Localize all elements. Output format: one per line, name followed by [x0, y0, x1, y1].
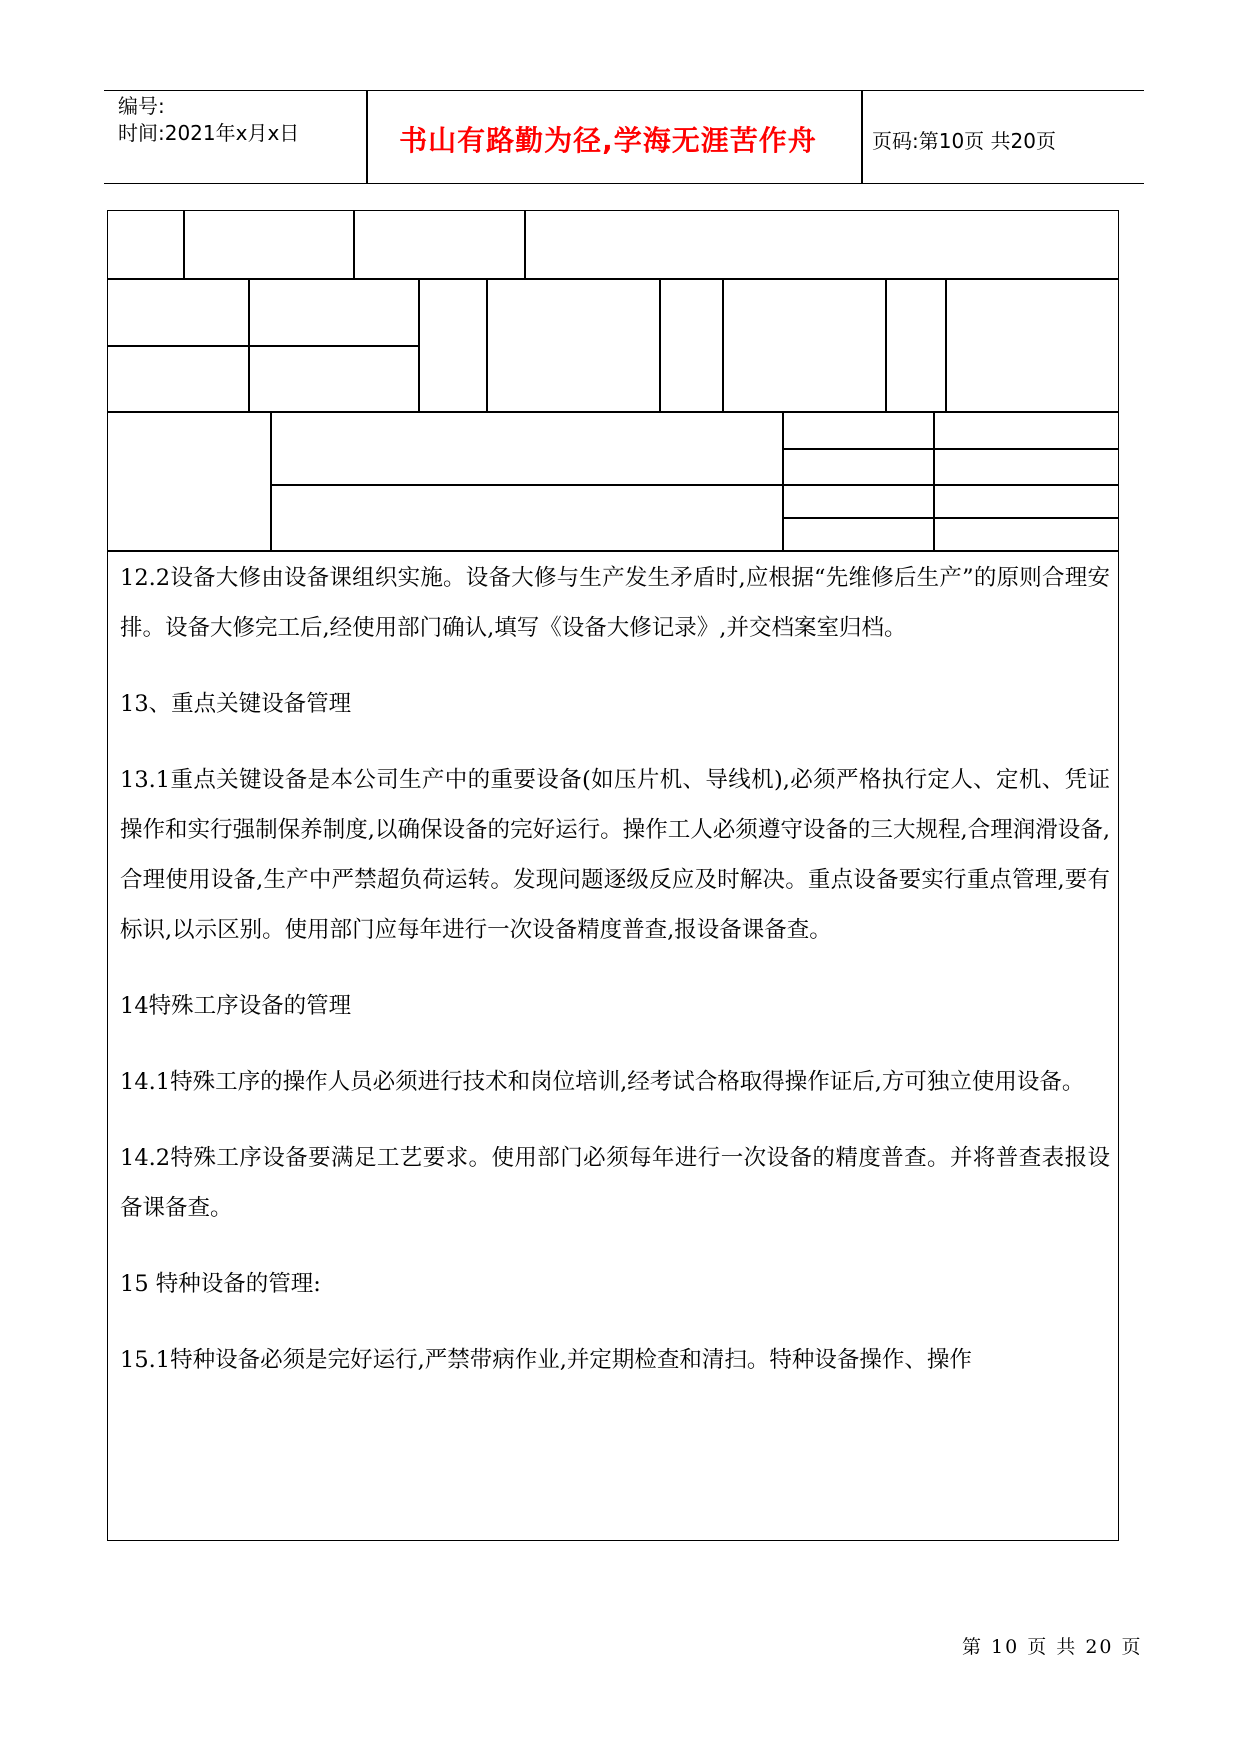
- table-rule: [270, 484, 1118, 486]
- header-motto: 书山有路勤为径,学海无涯苦作舟: [399, 124, 817, 157]
- table-rule: [108, 550, 1118, 552]
- section-heading: 13、重点关键设备管理: [120, 691, 352, 717]
- table-rule: [353, 211, 355, 279]
- paragraph: 12.2设备大修由设备课组织实施。设备大修与生产发生矛盾时,应根据“先维修后生产”的原则合理安排。设备大修完工后,经使用部门确认,填写《设备大修记录》,并交档案室归档。: [120, 565, 1110, 641]
- table-rule: [183, 211, 185, 279]
- table-rule: [945, 278, 947, 412]
- table-rule: [722, 278, 724, 412]
- table-rule: [885, 278, 887, 412]
- page-footer: 第 10 页 共 20 页: [962, 1636, 1143, 1658]
- header-page-info: 页码:第10页 共20页: [872, 129, 1056, 153]
- table-rule: [659, 278, 661, 412]
- time-label: 时间:2021年x月x日: [118, 121, 300, 145]
- paragraph: 13.1重点关键设备是本公司生产中的重要设备(如压片机、导线机),必须严格执行定人、定机、凭证操作和实行强制保养制度,以确保设备的完好运行。操作工人必须遵守设备的三大规程,合理润滑设备,合理使用设备,生产中严禁超负荷运转。发现问题逐级反应及时解决。重点设备要实行重点管理,要有标识,以示区别。使用部门应每年进行一次设备精度普查,报设备课备查。: [120, 767, 1110, 943]
- section-heading: 15 特种设备的管理:: [120, 1271, 321, 1297]
- table-rule: [108, 411, 1118, 413]
- doc-number-label: 编号:: [118, 94, 165, 118]
- body-content: [120, 553, 1110, 1411]
- page-header: [104, 90, 1144, 184]
- table-rule: [524, 211, 526, 279]
- section-heading: 14特殊工序设备的管理: [120, 993, 352, 1019]
- table-rule: [108, 345, 419, 347]
- paragraph: 15.1特种设备必须是完好运行,严禁带病作业,并定期检查和清扫。特种设备操作、操作: [120, 1347, 972, 1373]
- table-rule: [782, 411, 784, 550]
- table-rule: [782, 448, 1118, 450]
- paragraph: 14.1特殊工序的操作人员必须进行技术和岗位培训,经考试合格取得操作证后,方可独立使用设备。: [120, 1069, 1085, 1095]
- header-divider: [861, 91, 863, 183]
- table-rule: [108, 278, 1118, 280]
- table-rule: [782, 517, 1118, 519]
- table-rule: [933, 411, 935, 550]
- paragraph: 14.2特殊工序设备要满足工艺要求。使用部门必须每年进行一次设备的精度普查。并将普查表报设备课备查。: [120, 1145, 1110, 1221]
- table-rule: [486, 278, 488, 412]
- table-rule: [270, 411, 272, 550]
- header-left: [118, 93, 299, 147]
